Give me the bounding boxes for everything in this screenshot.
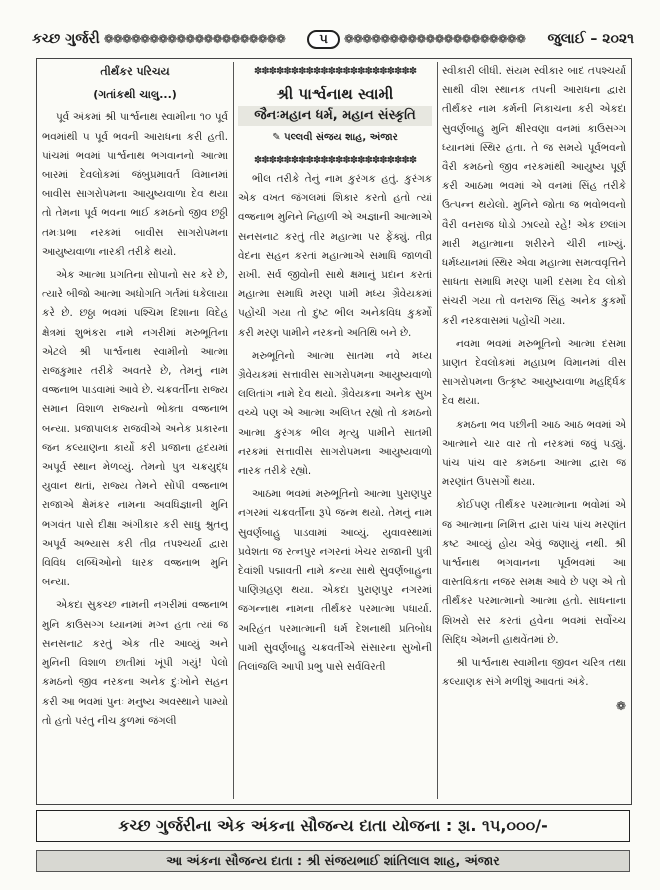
- column-1: [42, 62, 228, 798]
- article-title: શ્રી પાર્શ્વનાથ સ્વામી: [276, 85, 394, 104]
- paragraph: મરુભૂતિનો આત્મા સાતમા નવે મધ્ય ગ્રૈવેયકમાં સત્તાવીસ સાગરોપમના આયુષ્યવાળો લલિતાંગ નામે દેવ થયો. ગ્રૈવેયકના અનેક સુખ વચ્ચે પણ એ આત્મા અલિપ્ત રહ્યો તો કમઠનો આત્મા કુરંગક ભીલ મૃત્યુ પામીને સાતમી નરકમાં સત્તાવીસ સાગરોપમના આયુષ્યવાળો નારક તરીકે રહ્યો.: [238, 349, 432, 478]
- paragraph: એક આત્મા પ્રગતિના સોપાનો સર કરે છે, ત્યારે બીજો આત્મા અધોગતિ ગર્તમાં ધકેલાયા કરે છે. છઠ્ઠા ભવમાં પશ્ચિમ દિશાના વિદેહ ક્ષેત્રમાં શુભંકરા નામે નગરીમાં મરુભૂતિના એટલે શ્રી પાર્શ્વનાથ સ્વામીનો આત્મા રાજકુમાર તરીકે અવતરે છે, તેમનું નામ વજ્રનાભ પાડવામાં આવે છે. ચક્રવર્તીના રાજ્ય સમાન વિશાળ રાજ્યનો ભોક્તા વજ્રનાભ બન્યા. પ્રજાપાલક રાજવીએ અનેક પ્રકારના જન કલ્યાણના કાર્યો કરી પ્રજાના હૃદયમાં અપૂર્વ સ્થાન મેળવ્યું. તેમનો પુત્ર ચક્રયુદ્ધ યુવાન થતાં, રાજ્ય તેમને સોંપી વજ્રનાભ રાજાએ ક્ષેમંકર નામના અવધિજ્ઞાની મુનિ ભગવંત પાસે દીક્ષા અંગીકાર કરી સાધુ શ્રુતનુ અપૂર્વ અભ્યાસ કરી તીવ્ર તપશ્ચર્યા દ્વારા વિવિધ લબ્ધિઓનો ધારક વજ્રનાભ મુનિ બન્યા.: [42, 269, 228, 589]
- ornament-border: ❁❁❁❁❁❁❁❁❁❁❁❁❁❁❁❁❁❁❁❁: [343, 32, 525, 46]
- column-3: [442, 62, 626, 798]
- author-byline: ✎ પલ્લવી સંજય શાહ, અંજાર: [272, 131, 398, 143]
- paragraph: આઠમા ભવમાં મરુભૂતિનો આત્મા પુરાણપુર નગરમાં ચક્રવર્તીના રૂપે જન્મ થયો. તેમનું નામ સુવર્ણબાહુ પાડવામાં આવ્યું. યુવાવસ્થામાં પ્રવેશતા જ રત્નપુર નગરનાં ખેચર રાજાની પુત્રી દેવાંશી પદ્માવતી નામે કન્યા સાથે સુવર્ણબાહુના પાણિગ્રહણ થયા. એકદા પુરાણપુર નગરમાં જગન્નાથ નામના તીર્થંકર પરમાત્મા પધાર્યા. અરિહંત પરમાત્માની ધર્મ દેશનાથી પ્રતિબોધ પામી સુવર્ણબાહુ ચક્રવર્તીએ સંસારના સુખોની તિલાંજલિ આપી પ્રભુ પાસે સર્વવિરતી: [238, 488, 432, 674]
- ornament-border: ❁❁❁❁❁❁❁❁❁❁❁❁❁❁❁❁❁❁❁❁: [103, 32, 285, 46]
- article-subtitle: જૈનઃમહાન ધર્મ, મહાન સંસ્કૃતિ: [238, 106, 432, 125]
- paragraph: પૂર્વ અંકમાં શ્રી પાર્શ્વનાથ સ્વામીના ૧૦ પૂર્વ ભવમાંથી ૫ પૂર્વ ભવની આરાધના કરી હતી. પાંચમાં ભવમાં પાર્શ્વનાથ ભગવાનનો આત્મા બારમાં દેવલોકમાં જંબુપ્રમાવર્ત વિમાનમાં બાવીસ સાગરોપમના આયુષ્યવાળા દેવ થયા તો તેમના પૂર્વ ભવના ભાઈ કમઠનો જીવ છઠ્ઠી તમઃપ્રભા નરકમાં બાવીસ સાગરોપમના આયુષ્યવાળા નારકી તરીકે થયો.: [42, 111, 228, 258]
- end-star-icon: ❁: [615, 698, 626, 713]
- sponsor-strip: આ અંકના સૌજન્ય દાતા : શ્રી સંજયભાઈ શાંતિલાલ શાહ, અંજાર: [36, 850, 630, 872]
- paragraph: કમઠના ભવ પછીની આઠ આઠ ભવમાં એ આત્માને ચાર વાર તો નરકમાં જવું પડ્યું. પાંચ પાંચ વાર કમઠના આત્મા દ્વારા જ મરણાંત ઉપસર્ગો થયા.: [442, 418, 626, 489]
- paragraph: ભીલ તરીકે તેનું નામ કુરંગક હતું. કુરંગક એક વખત જંગલમાં શિકાર કરતો હતો ત્યાં વજ્રનાભ મુનિને નિહાળી એ અજ્ઞાની આત્માએ સનસનાટ કરતું તીર મહાત્મા પર ફેંક્યું. તીવ્ર વેદના સહન કરતાં મહાત્માએ સમાધિ જાળવી રાખી. સર્વ જીવોની સાથે ક્ષમાનું પ્રદાન કરતાં મહાત્મા સમાધિ મરણ પામી મધ્ય ગ્રૈવેયકમાં પહોંચી ગયા તો દુષ્ટ ભીલ અનેકવિધ કુકર્મો કરી મરણ પામીને નરકનો અતિથિ બને છે.: [238, 173, 432, 339]
- star-divider: ✽✽✽✽✽✽✽✽✽✽✽✽✽✽✽✽✽✽✽✽✽✽: [253, 154, 417, 166]
- column-divider: [437, 62, 438, 799]
- paragraph: શ્રી પાર્શ્વનાથ સ્વામીના જીવન ચરિત્ર તથા કલ્યાણક સંગે મળીશું આવતાં અંકે.: [442, 657, 626, 689]
- paragraph: સ્વીકારી લીધી. સંયમ સ્વીકાર બાદ તપશ્ચર્યા સાથી વીશ સ્થાનક તપની આરાધના દ્વારા તીર્થંકર નામ કર્મની નિકાચના કરી એકદા સુવર્ણબાહુ મુનિ ક્ષીરવણા વનમાં કાઉસગ્ગ ધ્યાનમાં સ્થિર હતા. તે જ સમયે પૂર્વભવનો વૈરી કમઠનો જીવ નરકમાંથી આયુષ્ય પૂર્ણ કરી આઠમા ભવમાં એ વનમાં સિંહ તરીકે ઉત્પન્ન થયેલો. મુનિને જોતા જ ભવોભવનો વૈરી વનરાજ ધોડો ઝાલ્યો રહે! એક છલાંગ મારી મહાત્માના શરીરને ચીરી નાખ્યું. ધર્મધ્યાનમાં સ્થિર એવા મહાત્મા સમત્વવૃત્તિને સાધતા સમાધિ મરણ પામી દસમા દેવ લોકો સંચરી ગયા તો વનરાજ સિંહ અનેક કુકર્મો કરી નરકવાસમાં પહોંચી ગયા.: [442, 65, 626, 327]
- donation-banner: કચ્છ ગુર્જરીના એક અંકના સૌજન્ય દાતા યોજના : રૂા. ૧૫,૦૦૦/-: [36, 810, 630, 842]
- magazine-name: કચ્છ ગુર્જરી: [32, 31, 100, 47]
- column-divider: [233, 62, 234, 799]
- paragraph: એકદા સુકચ્છ નામની નગરીમાં વજ્રનાભ મુનિ કાઉસગ્ગ ધ્યાનમાં મગ્ન હતા ત્યાં જ સનસનાટ કરતું એક તીર આવ્યું અને મુનિની વિશાળ છાતીમાં ખૂંપી ગયું! પેલો કમઠનો જીવ નરકના અનેક દુઃખોને સહન કરી આ ભવમાં પુનઃ મનુષ્ય અવસ્થાને પામ્યો તો હતો પરંતુ નીચ કુળમાં જંગલી: [42, 599, 228, 727]
- section-heading: તીર્થંકર પરિચય: [100, 65, 170, 78]
- pen-icon: ✎: [272, 131, 281, 143]
- page-number: ૫: [307, 30, 340, 49]
- continued-label: (ગતાંકથી ચાલુ...): [93, 88, 177, 102]
- page-header: [32, 22, 634, 56]
- paragraph: કોઈપણ તીર્થંકર પરમાત્માના ભવોમાં એ જ આત્માના નિમિત્ત દ્વારા પાંચ પાંચ મરણાંત કષ્ટ આવ્યું હોય એવું જણાયું નથી. શ્રી પાર્શ્વનાથ ભગવાનના પૂર્વભવમાં આ વાસ્તવિકતા નજર સમક્ષ આવે છે પણ એ તો તીર્થંકર પરમાત્માનો આત્મા હતો. સાધનાના શિખરો સર કરતાં હવેના ભવમાં સર્વોચ્ચ સિદ્ધિ એમની હાથવેંતમાં છે.: [442, 499, 626, 646]
- issue-date: જુલાઈ – ૨૦૨૧: [547, 31, 635, 47]
- star-divider: ✽✽✽✽✽✽✽✽✽✽✽✽✽✽✽✽✽✽✽✽✽✽: [253, 66, 417, 77]
- paragraph: નવમા ભવમાં મરુભૂતિનો આત્મા દસમા પ્રાણત દેવલોકમાં મહાપ્રભ વિમાનમાં વીસ સાગરોપમના ઉત્કૃષ્ટ આયુષ્યવાળા મહર્દ્ધિક દેવ થયા.: [442, 337, 626, 408]
- column-2: [238, 62, 432, 798]
